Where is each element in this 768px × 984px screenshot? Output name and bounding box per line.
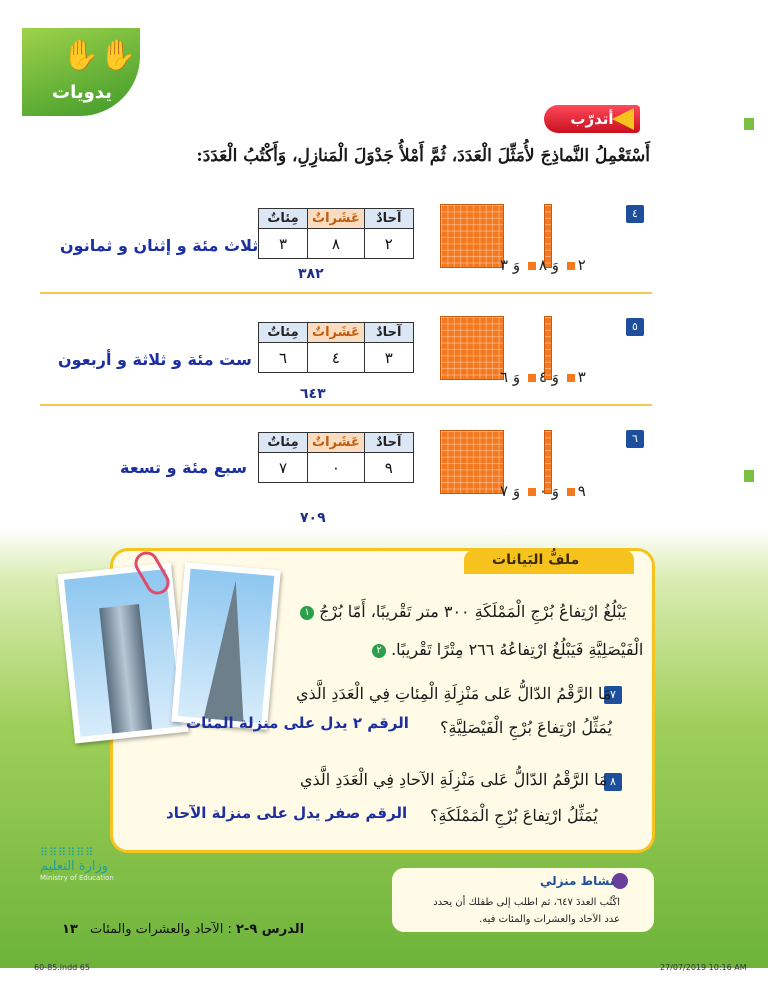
place-value-table <box>258 322 414 373</box>
exercise-number: ٦ <box>626 430 644 448</box>
hundreds-block-icon <box>440 204 504 268</box>
data-paragraph-line2 <box>372 640 643 659</box>
manipulatives-label: يدويات <box>52 82 112 103</box>
expr-hundreds: وَ ٧ <box>500 482 521 500</box>
print-date-info: 27/07/2019 10:16 AM <box>660 963 747 972</box>
number-words[interactable]: سبع مئة و تسعة <box>120 458 248 477</box>
data-file-title: ملفُّ البَيانات <box>492 552 580 568</box>
ones-header: آحادٌ <box>364 209 413 229</box>
ones-header: آحادٌ <box>364 433 413 453</box>
cube-icon <box>567 262 575 270</box>
page-number: ١٣ <box>62 922 78 937</box>
tens-cell[interactable]: ٤ <box>308 343 365 373</box>
ones-header: آحادٌ <box>364 323 413 343</box>
lesson-number: الدرس ٩-٢ <box>235 922 305 937</box>
print-file-info: 60-85.indd 65 <box>34 963 90 972</box>
cube-icon <box>528 374 536 382</box>
home-activity-text <box>400 894 620 928</box>
question-line1: مَا الرَّقْمُ الدّالُّ عَلى مَنْزِلَةِ الْمِئاتِ فِي الْعَدَدِ الَّذي <box>296 684 612 703</box>
written-number[interactable]: ٧٠٩ <box>300 510 326 526</box>
expr-tens: وَ ٨ <box>538 256 559 274</box>
hundreds-header: مِئاتٌ <box>259 323 308 343</box>
cube-icon <box>567 488 575 496</box>
hundreds-cell[interactable]: ٣ <box>259 229 308 259</box>
marker-icon: ٢ <box>372 644 386 658</box>
marker-icon: ١ <box>300 606 314 620</box>
hundreds-block-icon <box>440 430 504 494</box>
hands-icon: ✋✋ <box>62 38 137 73</box>
data-line2-text: الْفَيْصَلِيَّةِ فَيَبْلُغُ ارْتِفاعُهُ ٢٦٦ مِتْرًا تَقْريبًا. <box>391 640 644 659</box>
number-words[interactable]: ست مئة و ثلاثة و أربعون <box>58 350 252 369</box>
tens-header: عَشَراتٌ <box>308 323 365 343</box>
expr-hundreds: وَ ٦ <box>500 368 521 386</box>
ministry-name: وزارة التعليم <box>40 859 109 874</box>
lesson-topic: : الآحاد والعشرات والمئات <box>90 922 232 937</box>
divider <box>40 292 652 294</box>
home-activity-icon <box>612 873 628 889</box>
expression <box>500 256 586 274</box>
edge-mark <box>744 118 754 130</box>
question-number: ٨ <box>604 773 622 791</box>
faisaliah-tower-photo <box>171 562 281 730</box>
footer-lesson <box>90 922 304 937</box>
tens-cell[interactable]: ٠ <box>308 453 365 483</box>
hundreds-block-icon <box>440 316 504 380</box>
hundreds-header: مِئاتٌ <box>259 209 308 229</box>
ministry-name-en: Ministry of Education <box>40 874 114 882</box>
question-line1: مَا الرَّقْمُ الدّالُّ عَلى مَنْزِلَةِ الآحادِ فِي الْعَدَدِ الَّذي <box>300 770 608 789</box>
expr-tens: وَ ٠ <box>538 482 559 500</box>
ministry-logo <box>40 846 170 882</box>
ministry-dots: ⠿⠿⠿⠿⠿⠿ <box>40 846 95 859</box>
written-number[interactable]: ٣٨٢ <box>298 266 324 282</box>
data-line1-text: يَبْلُغُ ارْتِفاعُ بُرْجِ الْمَمْلَكَةِ ٣٠٠ متر تَقْريبًا، أَمّا بُرْجُ <box>319 602 627 621</box>
ones-cell[interactable]: ٢ <box>364 229 413 259</box>
hundreds-cell[interactable]: ٧ <box>259 453 308 483</box>
cube-icon <box>528 262 536 270</box>
expr-ones: ٣ <box>577 368 586 386</box>
expr-ones: ٩ <box>577 482 586 500</box>
expr-tens: وَ ٤ <box>538 368 559 386</box>
hundreds-cell[interactable]: ٦ <box>259 343 308 373</box>
ones-cell[interactable]: ٩ <box>364 453 413 483</box>
ones-cell[interactable]: ٣ <box>364 343 413 373</box>
tens-header: عَشَراتٌ <box>308 433 365 453</box>
data-paragraph-line1 <box>300 602 626 621</box>
expression <box>500 368 586 386</box>
cube-icon <box>528 488 536 496</box>
instructions: أَسْتَعْمِلُ النَّماذِجَ لأُمَثِّلَ الْعَدَدَ، ثُمَّ أَمْلأُ جَدْوَلَ الْمَنازِلِ، وَأَكْتُبُ الْعَدَدَ: <box>196 146 650 166</box>
edge-mark <box>744 470 754 482</box>
exercise-number: ٥ <box>626 318 644 336</box>
kingdom-tower-photo <box>57 563 188 744</box>
expr-hundreds: وَ ٣ <box>500 256 521 274</box>
expression <box>500 482 586 500</box>
arrow-icon <box>612 108 634 130</box>
number-words[interactable]: ثلاث مئة و إثنان و ثمانون <box>60 236 259 255</box>
tens-cell[interactable]: ٨ <box>308 229 365 259</box>
tens-header: عَشَراتٌ <box>308 209 365 229</box>
divider <box>40 404 652 406</box>
answer-text[interactable]: الرقم ٢ يدل على منزلة المئات <box>186 714 409 732</box>
question-number: ٧ <box>604 686 622 704</box>
question-line2: يُمَثِّلُ ارْتِفاعَ بُرْجِ الْمَمْلَكَةِ؟ <box>430 806 598 825</box>
question-line2: يُمَثِّلُ ارْتِفاعَ بُرْجِ الْفَيْصَلِيَّةِ؟ <box>440 718 612 737</box>
exercise-number: ٤ <box>626 205 644 223</box>
expr-ones: ٢ <box>577 256 586 274</box>
manipulatives-tab <box>22 28 140 116</box>
answer-text[interactable]: الرقم صفر يدل على منزلة الآحاد <box>166 804 408 822</box>
practice-banner: أتدرّب <box>544 105 640 133</box>
place-value-table <box>258 432 414 483</box>
home-activity-title: نشاط منزلي <box>540 874 615 888</box>
hundreds-header: مِئاتٌ <box>259 433 308 453</box>
home-activity-line2: عدد الآحاد والعشرات والمئات فيه. <box>479 914 620 925</box>
written-number[interactable]: ٦٤٣ <box>300 386 326 402</box>
cube-icon <box>567 374 575 382</box>
home-activity-line1: اكْتُب العددَ ٦٤٧، ثم اطلب إلى طفلك أن يحدد <box>433 897 620 908</box>
place-value-table <box>258 208 414 259</box>
